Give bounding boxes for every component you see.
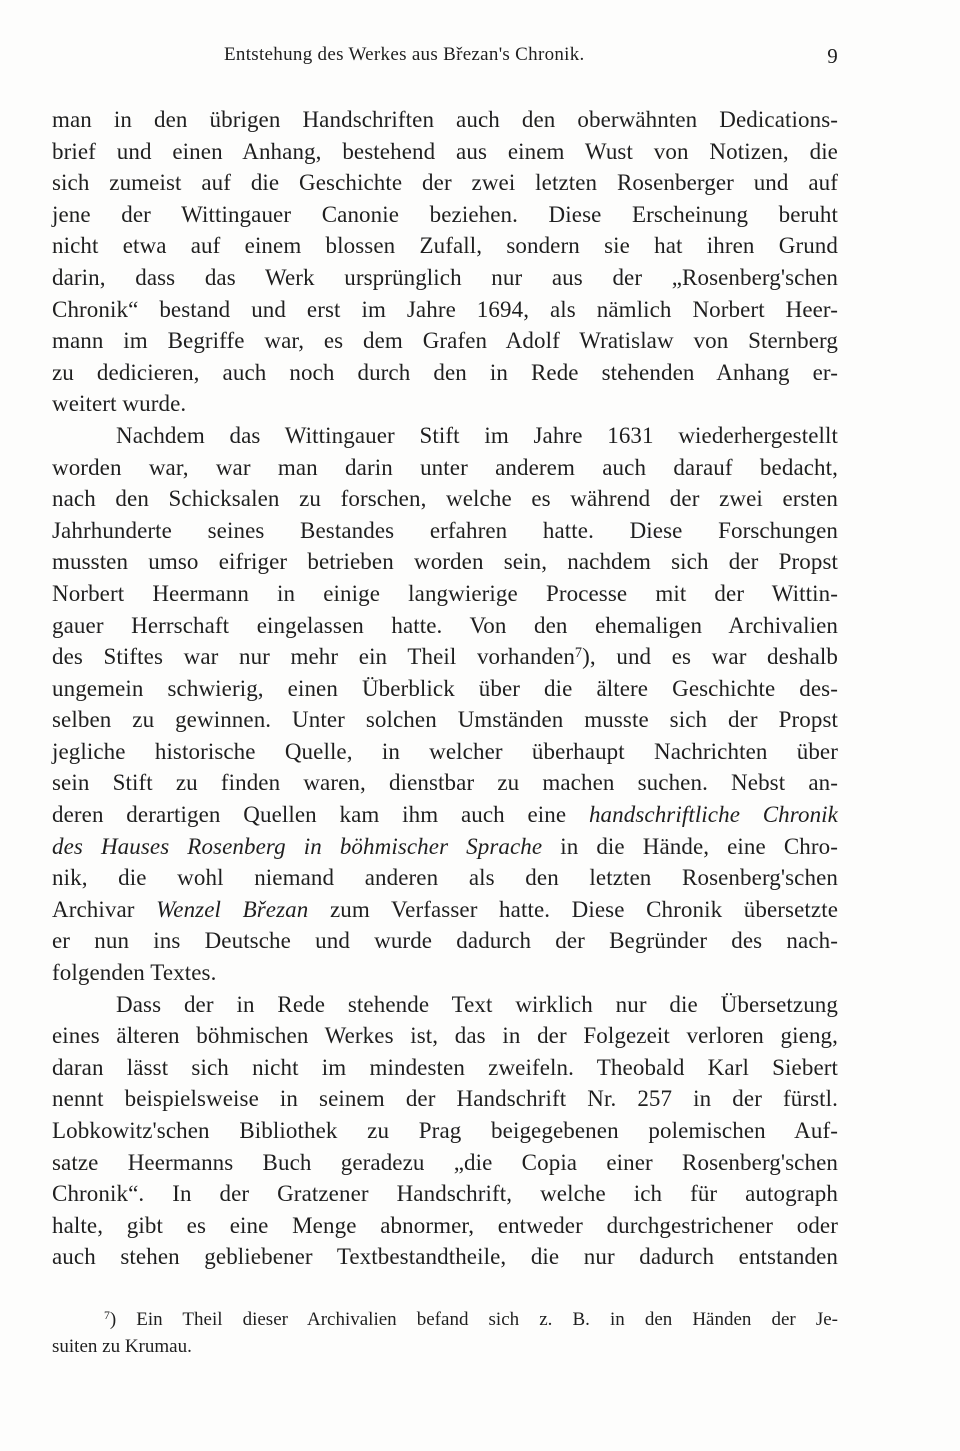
text-line: mann im Begriffe war, es dem Grafen Adolf Wratislaw von Sternberg [52, 328, 838, 354]
text-line: weitert wurde. [52, 391, 187, 417]
text-line: nik, die wohl niemand anderen als den letzten Rosenberg'schen [52, 865, 838, 891]
text-line: Jahrhunderte seines Bestandes erfahren hatte. Diese Forschungen [52, 517, 838, 543]
text-fragment: deren derartigen Quellen kam ihm auch eine [52, 802, 567, 828]
text-line: Chronik“. In der Gratzener Handschrift, welche ich für autograph [52, 1181, 838, 1207]
text-line-with-italic [52, 894, 838, 926]
running-head [52, 44, 838, 74]
text-line: satze Heermanns Buch geradezu „die Copia einer Rosenberg'schen [52, 1149, 838, 1175]
italic-name: Wenzel Březan [156, 896, 309, 922]
text-line-with-italic [52, 799, 838, 831]
text-line: mussten umso eifriger betrieben worden sein, nachdem sich der Propst [52, 549, 838, 575]
text-line: Chronik“ bestand und erst im Jahre 1694, als nämlich Norbert Heer- [52, 296, 838, 322]
text-line: jene der Wittingauer Canonie beziehen. Diese Erscheinung beruht [52, 201, 838, 227]
text-line: sich zumeist auf die Geschichte der zwei letzten Rosenberger und auf [52, 170, 838, 196]
text-line: Dass der in Rede stehende Text wirklich nur die Übersetzung [116, 991, 838, 1017]
text-line: zu dedicieren, auch noch durch den in Rede stehenden Anhang er- [52, 359, 838, 385]
footnote-text: ) Ein Theil dieser Archivalien befand sich z. B. in den Händen der Je- [109, 1309, 838, 1330]
text-fragment: Archivar [52, 896, 157, 922]
footnote-marker: 7 [104, 1309, 110, 1323]
text-line: brief und einen Anhang, bestehend aus einem Wust von Notizen, die [52, 138, 838, 164]
text-line: worden war, war man darin unter anderem auch darauf bedacht, [52, 454, 838, 480]
text-line: jegliche historische Quelle, in welcher überhaupt Nachrichten über [52, 738, 838, 764]
text-line: halte, gibt es eine Menge abnormer, entweder durchgestrichener oder [52, 1212, 838, 1238]
text-line: Nachdem das Wittingauer Stift im Jahre 1631 wiederhergestellt [116, 422, 838, 448]
text-line: er nun ins Deutsche und wurde dadurch der Begründer des nach- [52, 928, 838, 954]
text-line: Lobkowitz'schen Bibliothek zu Prag beigegebenen polemischen Auf- [52, 1118, 838, 1143]
text-line-with-footnote-ref [52, 641, 838, 673]
text-line: daran lässt sich nicht im mindesten zweifeln. Theobald Karl Siebert [52, 1054, 838, 1080]
running-title: Entstehung des Werkes aus Březan's Chronik. [224, 44, 585, 65]
text-line: Norbert Heermann in einige langwierige Processe mit der Wittin- [52, 580, 838, 606]
page-number: 9 [827, 44, 838, 68]
text-line: man in den übrigen Handschriften auch den oberwähnten Dedications- [52, 107, 838, 132]
text-line: auch stehen gebliebener Textbestandtheile, die nur dadurch entstanden [52, 1244, 838, 1270]
text-fragment: ), und es war deshalb [582, 644, 838, 670]
text-line: sein Stift zu finden waren, dienstbar zu machen suchen. Nebst an- [52, 770, 838, 796]
text-line: nennt beispielsweise in seinem der Handschrift Nr. 257 in der fürstl. [52, 1086, 838, 1112]
italic-title: handschriftliche Chronik [588, 802, 838, 828]
main-text [52, 104, 838, 1273]
footnote-reference: 7 [574, 644, 583, 661]
footnote-line: suiten zu Krumau. [52, 1336, 192, 1357]
footnote [52, 1306, 838, 1360]
text-line: eines älteren böhmischen Werkes ist, das in der Folgezeit verloren gieng, [52, 1023, 838, 1049]
text-fragment: in die Hände, eine Chro- [542, 833, 838, 859]
text-fragment: des Stiftes war nur mehr ein Theil vorhanden [52, 644, 575, 670]
text-line: selben zu gewinnen. Unter solchen Umständen musste sich der Propst [52, 707, 838, 733]
footnote-line [52, 1306, 838, 1333]
text-line: gauer Herrschaft eingelassen hatte. Von den ehemaligen Archivalien [52, 612, 838, 638]
italic-title: des Hauses Rosenberg in böhmischer Sprache [52, 833, 543, 859]
text-line: nicht etwa auf einem blossen Zufall, sondern sie hat ihren Grund [52, 233, 838, 259]
text-line-with-italic [52, 831, 838, 863]
text-fragment: zum Verfasser hatte. Diese Chronik übersetzte [308, 896, 839, 922]
text-line: darin, dass das Werk ursprünglich nur aus der „Rosenberg'schen [52, 264, 838, 290]
text-line: ungemein schwierig, einen Überblick über die ältere Geschichte des- [52, 675, 838, 701]
text-line: nach den Schicksalen zu forschen, welche es während der zwei ersten [52, 486, 838, 512]
text-line: folgenden Textes. [52, 960, 217, 986]
